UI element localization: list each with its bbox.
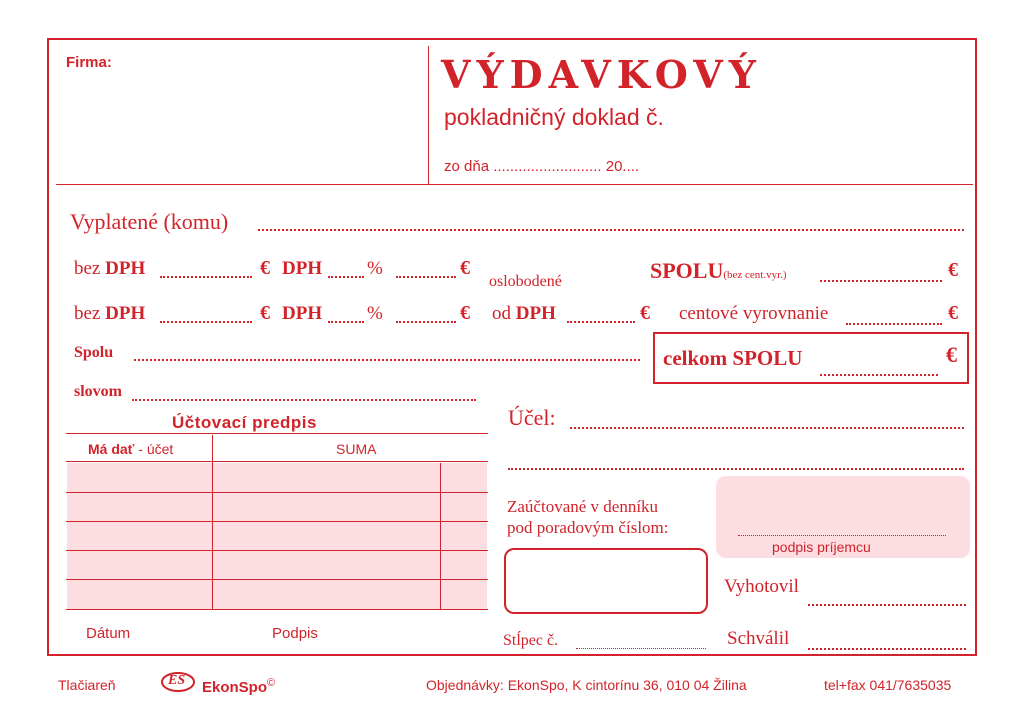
- euro-icon: €: [260, 302, 270, 324]
- phone-fax: tel+fax 041/7635035: [824, 677, 952, 693]
- document-title: VÝDAVKOVÝ: [441, 52, 762, 97]
- vat-row-2-rate-field[interactable]: [328, 321, 364, 323]
- vat-row-1-rate-field[interactable]: [328, 276, 364, 278]
- vat-row-2-amount-field[interactable]: [396, 321, 456, 323]
- percent-sign: %: [367, 258, 383, 279]
- vat-row-2-base-field[interactable]: [160, 321, 252, 323]
- euro-icon: €: [640, 302, 650, 324]
- col-sum-header: SUMA: [336, 441, 377, 457]
- slovom-label: slovom: [74, 383, 122, 400]
- accounting-title: Účtovací predpis: [172, 413, 317, 432]
- table-bottom-rule: [66, 609, 488, 610]
- col-divider: [212, 435, 213, 609]
- table-row: [66, 550, 488, 551]
- slovom-field[interactable]: [132, 399, 476, 401]
- vat-row-2: bez DPH: [74, 303, 146, 324]
- schvalil-label: Schválil: [727, 628, 790, 649]
- schvalil-field[interactable]: [808, 648, 966, 650]
- table-row: [66, 521, 488, 522]
- vat-row-1: bez DPH: [74, 258, 146, 279]
- table-row: [66, 579, 488, 580]
- purpose-field-1[interactable]: [570, 427, 964, 429]
- purpose-label: Účel:: [508, 405, 556, 430]
- stlpec-label: Stĺpec č.: [503, 632, 559, 649]
- recipient-signature-label: podpis príjemcu: [772, 539, 871, 555]
- grand-total-label: celkom SPOLU: [663, 346, 803, 370]
- podpis-label: Podpis: [272, 625, 318, 642]
- exempt-dph-label: od DPH: [492, 303, 556, 324]
- payee-label: Vyplatené (komu): [70, 209, 229, 234]
- spolu-label: SPOLU(bez cent.vyr.): [650, 258, 787, 283]
- exempt-amount-field[interactable]: [567, 321, 635, 323]
- stlpec-field[interactable]: [576, 648, 706, 649]
- header-row-rule: [66, 461, 488, 462]
- table-row: [66, 492, 488, 493]
- spolu-left-label: Spolu: [74, 344, 114, 361]
- purpose-field-2[interactable]: [508, 468, 964, 470]
- header-divider: [428, 46, 429, 184]
- vat-row-2-dph-label: DPH: [282, 303, 323, 324]
- document-subtitle: pokladničný doklad č.: [444, 104, 664, 130]
- accounting-title-rule: [66, 433, 488, 434]
- euro-icon: €: [948, 302, 958, 324]
- date-line: zo dňa .......................... 20....: [444, 158, 640, 175]
- euro-icon: €: [948, 259, 958, 281]
- spolu-left-field[interactable]: [134, 359, 640, 361]
- vyhotovil-field[interactable]: [808, 604, 966, 606]
- cents-divider: [440, 463, 441, 609]
- euro-icon: €: [460, 257, 470, 279]
- vyhotovil-label: Vyhotovil: [724, 576, 799, 597]
- printer-label: Tlačiareň: [58, 677, 116, 693]
- euro-icon: €: [260, 257, 270, 279]
- rounding-field[interactable]: [846, 323, 942, 325]
- grand-total-field[interactable]: [820, 374, 938, 376]
- orders-address: Objednávky: EkonSpo, K cintorínu 36, 010 04 Žilina: [426, 677, 747, 693]
- vat-row-1-base-field[interactable]: [160, 276, 252, 278]
- payee-field[interactable]: [258, 229, 964, 231]
- percent-sign: %: [367, 303, 383, 324]
- header-bottom-rule: [56, 184, 973, 185]
- spolu-field[interactable]: [820, 280, 942, 282]
- accounting-grid[interactable]: [67, 463, 487, 609]
- recipient-signature-line: [738, 535, 946, 536]
- col-account-header: Má dať - účet: [88, 441, 174, 457]
- firma-label: Firma:: [66, 54, 112, 71]
- vat-row-1-amount-field[interactable]: [396, 276, 456, 278]
- journal-number-box[interactable]: [504, 548, 708, 614]
- euro-icon: €: [946, 342, 957, 367]
- brand-name: EkonSpo©: [202, 677, 276, 696]
- vat-row-1-dph-label: DPH: [282, 258, 323, 279]
- rounding-label: centové vyrovnanie: [679, 303, 829, 324]
- ekonspo-logo-icon: ES: [160, 671, 196, 693]
- euro-icon: €: [460, 302, 470, 324]
- exempt-label: oslobodené: [489, 273, 562, 290]
- datum-label: Dátum: [86, 625, 131, 642]
- journal-label: Zaúčtované v denníku pod poradovým číslom:: [507, 497, 669, 537]
